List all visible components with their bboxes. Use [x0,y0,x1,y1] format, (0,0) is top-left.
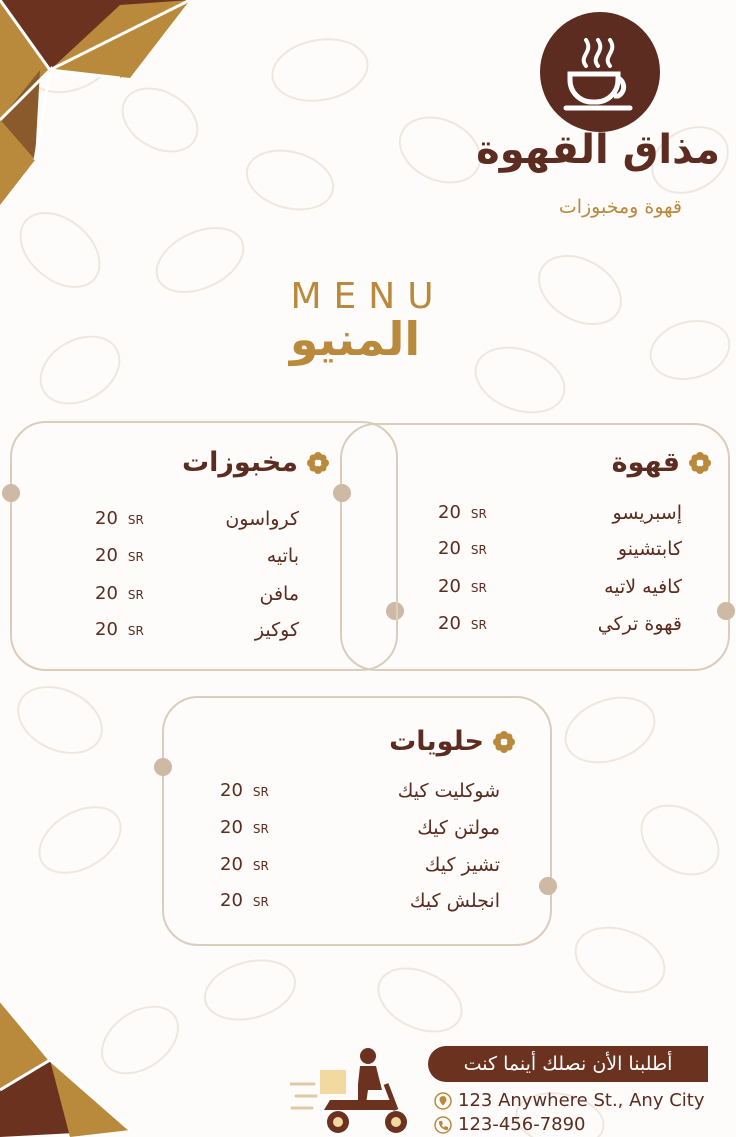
item-price [220,817,269,838]
menu-item [220,854,500,884]
menu-item [95,545,299,575]
sweets-section-title [346,726,516,757]
price-value: 20 [220,854,243,875]
item-price [95,583,144,604]
menu-item [95,619,299,649]
menu-item [438,613,682,643]
flower-icon [306,451,330,475]
card-connector-dot [539,877,557,895]
card-connector-dot [333,484,351,502]
item-name: كافيه لاتيه [604,576,682,598]
card-connector-dot [154,758,172,776]
item-name: شوكليت كيك [397,780,500,802]
menu-item [438,502,682,532]
menu-item [220,890,500,920]
phone-line [434,1114,586,1135]
item-name: كابتشينو [617,538,682,560]
section-title-text: حلويات [389,726,484,757]
item-name: انجلش كيك [409,890,500,912]
menu-item [95,508,299,538]
top-left-corner-ornament [0,0,195,210]
flower-icon [688,451,712,475]
bottom-left-corner-ornament [0,1000,140,1137]
price-currency: SR [127,513,144,527]
section-title-text: قهوة [611,447,680,478]
coffee-section-title [540,447,712,478]
card-connector-dot [717,602,735,620]
menu-title-en: MENU [290,276,446,317]
item-price [95,619,144,640]
brand-tagline: قهوة ومخبوزات [558,196,682,218]
price-currency: SR [252,895,269,909]
item-name: قهوة تركي [597,613,682,635]
price-value: 20 [220,817,243,838]
phone-icon [434,1116,452,1134]
coffee-cup-icon [540,12,660,132]
price-currency: SR [252,785,269,799]
item-price [438,538,487,559]
price-value: 20 [95,619,118,640]
menu-title-ar: المنيو [289,312,421,366]
price-value: 20 [438,538,461,559]
phone-text: 123-456-7890 [458,1114,586,1135]
menu-item [438,576,682,606]
order-cta-banner: أطلبنا الأن نصلك أينما كنت [428,1046,708,1082]
item-name: كرواسون [225,508,299,530]
location-pin-icon [434,1092,452,1110]
price-currency: SR [470,618,487,632]
price-value: 20 [438,502,461,523]
item-price [220,890,269,911]
item-price [95,508,144,529]
item-name: باتيه [266,545,299,567]
price-currency: SR [252,822,269,836]
item-name: إسبريسو [612,502,682,524]
logo-badge [540,12,660,132]
price-value: 20 [95,583,118,604]
price-value: 20 [438,576,461,597]
address-line [434,1090,704,1111]
item-price [95,545,144,566]
item-price [438,576,487,597]
price-currency: SR [127,588,144,602]
price-value: 20 [220,780,243,801]
price-currency: SR [470,543,487,557]
card-connector-dot [2,484,20,502]
item-name: مافن [259,583,299,605]
delivery-scooter-icon [290,1044,420,1137]
item-price [438,502,487,523]
menu-item [438,538,682,568]
price-currency: SR [127,624,144,638]
price-currency: SR [470,581,487,595]
menu-item [95,583,299,613]
price-value: 20 [438,613,461,634]
price-value: 20 [220,890,243,911]
brand-name: مذاق القهوة [476,127,720,173]
section-title-text: مخبوزات [181,447,298,478]
price-value: 20 [95,508,118,529]
bakery-section-title [150,447,330,478]
item-name: كوكيز [254,619,299,641]
price-currency: SR [252,859,269,873]
item-name: تشيز كيك [424,854,500,876]
address-text: 123 Anywhere St., Any City [458,1090,705,1111]
menu-item [220,780,500,810]
price-value: 20 [95,545,118,566]
item-price [220,780,269,801]
flower-icon [492,730,516,754]
item-price [438,613,487,634]
item-price [220,854,269,875]
menu-item [220,817,500,847]
item-name: مولتن كيك [417,817,500,839]
price-currency: SR [127,550,144,564]
price-currency: SR [470,507,487,521]
